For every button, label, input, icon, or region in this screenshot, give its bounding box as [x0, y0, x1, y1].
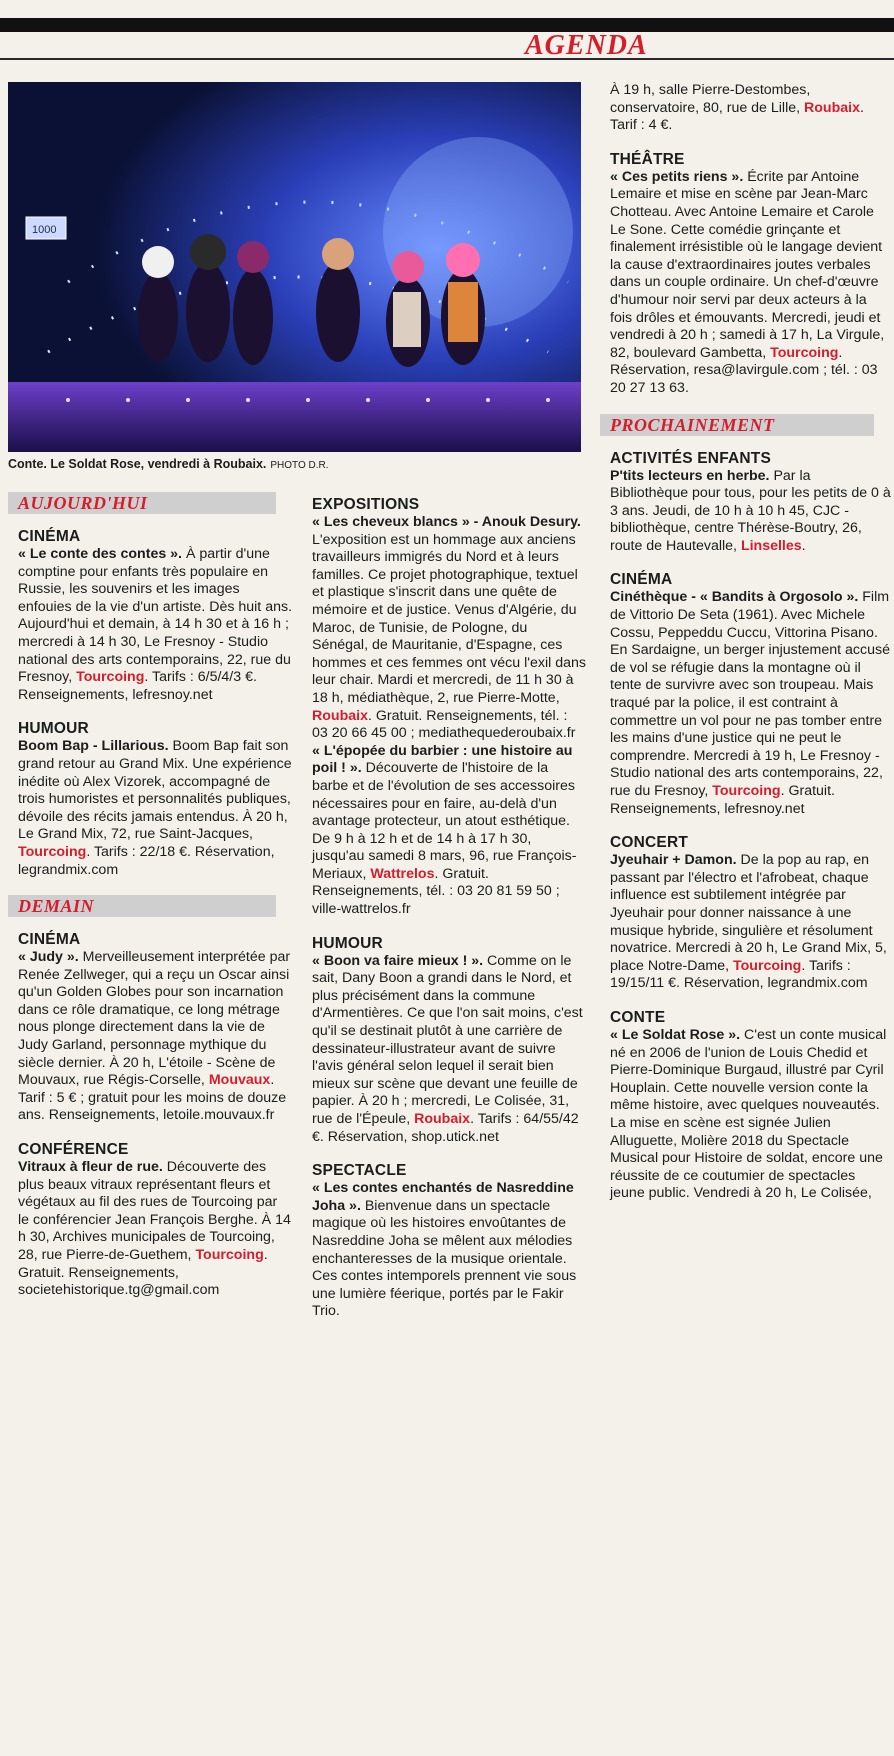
section-prochainement: PROCHAINEMENT	[600, 414, 874, 436]
category-heading: CONCERT	[610, 834, 689, 852]
event-body: « Le Soldat Rose ». C'est un conte musical né en 2006 de l'union de Louis Chedid et Pierre-Dominique Burgaud, illustré par Cyril Houplain. Cette nouvelle version conte la même histoire, avec quelques nouveautés. La mise en scène est signée Julien Alluguette, Molière 2018 du Spectacle Musical pour Histoire de soldat, encore une réussite de ce coutumier de spectacles jeune public. Vendredi à 20 h, Le Colisée,	[610, 1026, 887, 1202]
event-conte	[610, 1009, 892, 1203]
column-2	[312, 496, 586, 1337]
agenda-header	[0, 30, 894, 60]
event-spectacle	[312, 1162, 586, 1321]
caption-text: Conte. Le Soldat Rose, vendredi à Roubaix.	[8, 457, 267, 471]
event-body: « Les contes enchantés de Nasreddine Joha ». Bienvenue dans un spectacle magique où les histoires envoûtantes de Nasreddine Joha se mêlent aux mélodies enchanteresses de la musique orientale. Ces contes intemporels prennent vie sous une lumière féerique, portés par le Fakir Trio.	[312, 1180, 577, 1320]
event-cinema-demain	[18, 931, 292, 1125]
stage-sign: 1000	[32, 224, 57, 236]
category-heading: ACTIVITÉS ENFANTS	[610, 449, 771, 467]
category-heading: CONFÉRENCE	[18, 1141, 129, 1159]
event-body: P'tits lecteurs en herbe. Par la Bibliothèque pour tous, pour les petits de 0 à 3 ans. Jeudi, de 10 h à 10 h 45, CJC - bibliothèque, centre Thérèse-Boutry, 26, route de Hautevalle, Linselles.	[610, 467, 891, 554]
event-body: « Le conte des contes ». À partir d'une comptine pour enfants très populaire en Russie, les souvenirs et les images enfouies de la vie d'un artiste. Dès huit ans. Aujourd'hui et demain, à 14 h 30 et à 16 h ; mercredi à 14 h 30, Le Fresnoy - Studio national des arts contemporains, 22, rue du Fresnoy, Tourcoing. Tarifs : 6/5/4/3 €. Renseignements, lefresnoy.net	[18, 546, 293, 703]
event-body: Jyeuhair + Damon. De la pop au rap, en passant par l'électro et l'afrobeat, chaque influence est subtilement intégrée par Jyeuhair pour donner naissance à une musique hybride, singulière et résolument novatrice. Mercredi à 20 h, Le Grand Mix, 5, place Notre-Dame, Tourcoing. Tarifs : 19/15/11 €. Réservation, legrandmix.com	[610, 852, 887, 992]
event-conference	[18, 1141, 292, 1300]
event-activites-enfants	[610, 450, 892, 556]
event-concert	[610, 834, 892, 993]
category-heading: HUMOUR	[312, 934, 383, 952]
event-body-2: « L'épopée du barbier : une histoire au poil ! ». Découverte de l'histoire de la barbe et de l'évolution de ses accessoires nécessaires pour en faire, au-delà d'un avantage protecteur, un atout esthétique. De 9 h à 12 h et de 14 h à 17 h 30, jusqu'au samedi 8 mars, 96, rue François-Meriaux, Wattrelos. Gratuit. Renseignements, tél. : 03 20 81 59 50 ; ville-wattrelos.fr	[312, 742, 577, 918]
category-heading: HUMOUR	[18, 720, 89, 738]
column-3	[610, 82, 892, 1219]
event-body: « Les cheveux blancs » - Anouk Desury. L'exposition est un hommage aux anciens travailleurs immigrés du Nord et à leurs familles. Ce projet photographique, textuel et plastique s'inscrit dans une quête de mémoire et de justice. Venus d'Algérie, du Maroc, de Tunisie, de Pologne, du Sénégal, de Mauritanie, d'Espagne, ces hommes et ces femmes ont vécu l'exil dans leur chair. Mardi et mercredi, de 11 h 30 à 18 h, médiathèque, 2, rue Pierre-Motte, Roubaix. Gratuit. Renseignements, tél. : 03 20 66 45 00 ; mediathequederoubaix.fr	[312, 514, 586, 742]
event-body: « Judy ». Merveilleusement interprétée par Renée Zellweger, qui a reçu un Oscar ainsi qu'un Golden Globes pour son incarnation dans ce rôle dramatique, ce long métrage nous plonge directement dans la vie de Judy Garland, personnage mythique du siècle dernier. À 20 h, L'étoile - Scène de Mouvaux, rue Régis-Corselle, Mouvaux. Tarif : 5 € ; gratuit pour les moins de douze ans. Renseignements, letoile.mouvaux.fr	[18, 949, 291, 1124]
category-heading: CINÉMA	[18, 528, 81, 545]
event-body: Cinéthèque - « Bandits à Orgosolo ». Film de Vittorio De Seta (1961). Avec Michele Cossu, Peppeddu Cuccu, Vittorina Pisano. En Sardaigne, un berger injustement accusé de vol se réfugie dans la montagne où il tente de survivre avec son troupeau. Mais traqué par la police, il est contraint à commettre un vol pour ne pas tomber entre les mains d'une justice qui ne peut le comprendre. Mercredi à 19 h, Le Fresnoy - Studio national des arts contemporains, 22, rue du Fresnoy, Tourcoing. Gratuit. Renseignements, lefresnoy.net	[610, 589, 890, 817]
event-cinema-today	[18, 528, 292, 704]
category-heading: EXPOSITIONS	[312, 496, 420, 513]
event-expositions	[312, 496, 586, 919]
event-spectacle-continued	[610, 82, 892, 135]
section-aujourdhui: AUJOURD'HUI	[8, 492, 276, 514]
event-body: Vitraux à fleur de rue. Découverte des plus beaux vitraux représentant fleurs et végétaux au fil des rues de Tourcoing par le conférencier Jean François Berghe. À 14 h 30, Archives municipales de Tourcoing, 28, rue Pierre-de-Guethem, Tourcoing. Gratuit. Renseignements, societehistorique.tg@gmail.com	[18, 1159, 291, 1299]
category-heading: CINÉMA	[610, 571, 673, 589]
event-humour-2	[312, 935, 586, 1147]
stage-photo	[8, 82, 581, 452]
category-heading: THÉÂTRE	[610, 150, 685, 168]
photo-caption	[8, 457, 581, 471]
event-body: Boom Bap - Lillarious. Boom Bap fait son grand retour au Grand Mix. Une expérience inédite où Alex Vizorek, accompagné de trois humoristes et personnalités publiques, dévoile des récits jamais entendus. À 20 h, Le Grand Mix, 72, rue Saint-Jacques, Tourcoing. Tarifs : 22/18 €. Réservation, legrandmix.com	[18, 738, 292, 878]
page-title: AGENDA	[525, 30, 648, 61]
section-demain: DEMAIN	[8, 895, 276, 917]
event-body: À 19 h, salle Pierre-Destombes, conservatoire, 80, rue de Lille, Roubaix. Tarif : 4 €.	[610, 82, 864, 134]
event-cinema-3	[610, 571, 892, 818]
category-heading: CONTE	[610, 1008, 666, 1026]
event-theatre	[610, 151, 892, 398]
column-1	[18, 492, 292, 1316]
event-humour-today	[18, 720, 292, 879]
category-heading: SPECTACLE	[312, 1162, 407, 1180]
event-body: « Ces petits riens ». Écrite par Antoine Lemaire et mise en scène par Jean-Marc Chotteau. Avec Antoine Lemaire et Carole Le Sone. Cette comédie grinçante et finalement irrésistible où le langage devient la cause d'extraordinaires joutes verbales dans un couple ordinaire. Un chef-d'œuvre d'humour noir servi par deux acteurs à la fois drôles et émouvants. Mercredi, jeudi et vendredi à 20 h ; samedi à 17 h, La Virgule, 82, boulevard Gambetta, Tourcoing. Réservation, resa@lavirgule.com ; tél. : 03 20 27 13 63.	[610, 168, 885, 396]
category-heading: CINÉMA	[18, 931, 81, 949]
event-body: « Boon va faire mieux ! ». Comme on le sait, Dany Boon a grandi dans le Nord, et plus précisément dans la commune d'Armentières. Ce que l'on sait moins, c'est qu'il se destinait plutôt à une carrière de dessinateur-illustrateur avant de suivre l'avis général selon lequel il serait bien mieux sur scène que devant une feuille de papier. À 20 h ; mercredi, Le Colisée, 31, rue de l'Épeule, Roubaix. Tarifs : 64/55/42 €. Réservation, shop.utick.net	[312, 952, 583, 1145]
photo-credit: PHOTO D.R.	[270, 460, 329, 471]
